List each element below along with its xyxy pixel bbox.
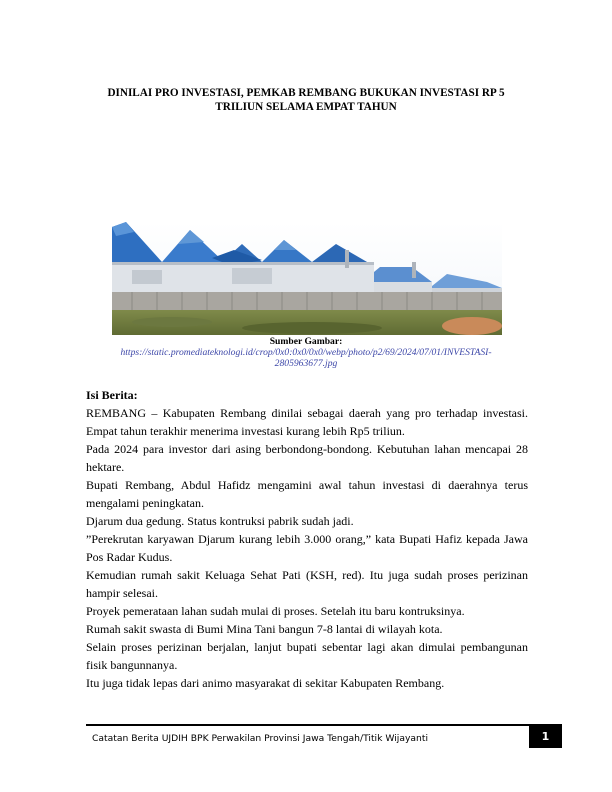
document-title: DINILAI PRO INVESTASI, PEMKAB REMBANG BUKUKAN INVESTASI RP 5 TRILIUN SELAMA EMPAT TAHUN (107, 87, 505, 113)
paragraph: Rumah sakit swasta di Bumi Mina Tani bangun 7-8 lantai di wilayah kota. (86, 622, 443, 636)
article-body (86, 386, 528, 692)
paragraph: ”Perekrutan karyawan Djarum kurang lebih 3.000 orang,” kata Bupati Hafiz kepada Jawa Pos Radar Kudus. (86, 532, 528, 564)
paragraph: Proyek pemerataan lahan sudah mulai di proses. Setelah itu baru kontruksinya. (86, 604, 465, 618)
page-number: 1 (529, 726, 562, 748)
paragraph: Kemudian rumah sakit Keluaga Sehat Pati (KSH, red). Itu juga sudah proses perizinan hampir selesai. (86, 568, 528, 600)
image-caption (90, 336, 522, 369)
paragraph: Selain proses perizinan berjalan, lanjut bupati sebentar lagi akan dimulai pembangunan fisik bangunnanya. (86, 640, 528, 672)
paragraph: Bupati Rembang, Abdul Hafidz mengamini awal tahun investasi di daerahnya terus mengalami peningkatan. (86, 478, 528, 510)
paragraph: Pada 2024 para investor dari asing berbondong-bondong. Kebutuhan lahan mencapai 28 hektare. (86, 442, 528, 474)
factory-photo (112, 222, 502, 335)
paragraph: Djarum dua gedung. Status kontruksi pabrik sudah jadi. (86, 514, 354, 528)
paragraph: REMBANG – Kabupaten Rembang dinilai sebagai daerah yang pro terhadap investasi. Empat tahun terakhir menerima investasi kurang lebih Rp5 triliun. (86, 406, 528, 438)
section-heading: Isi Berita: (86, 388, 138, 402)
footer-divider (86, 724, 562, 726)
caption-source-link[interactable]: https://static.promediateknologi.id/crop/0x0:0x0/0x0/webp/photo/p2/69/2024/07/01/INVESTASI-2805963677.jpg (120, 347, 492, 369)
footer-text: Catatan Berita UJDIH BPK Perwakilan Provinsi Jawa Tengah/Titik Wijayanti (92, 733, 429, 744)
caption-label: Sumber Gambar: (269, 336, 343, 347)
paragraph: Itu juga tidak lepas dari animo masyarakat di sekitar Kabupaten Rembang. (86, 676, 445, 690)
